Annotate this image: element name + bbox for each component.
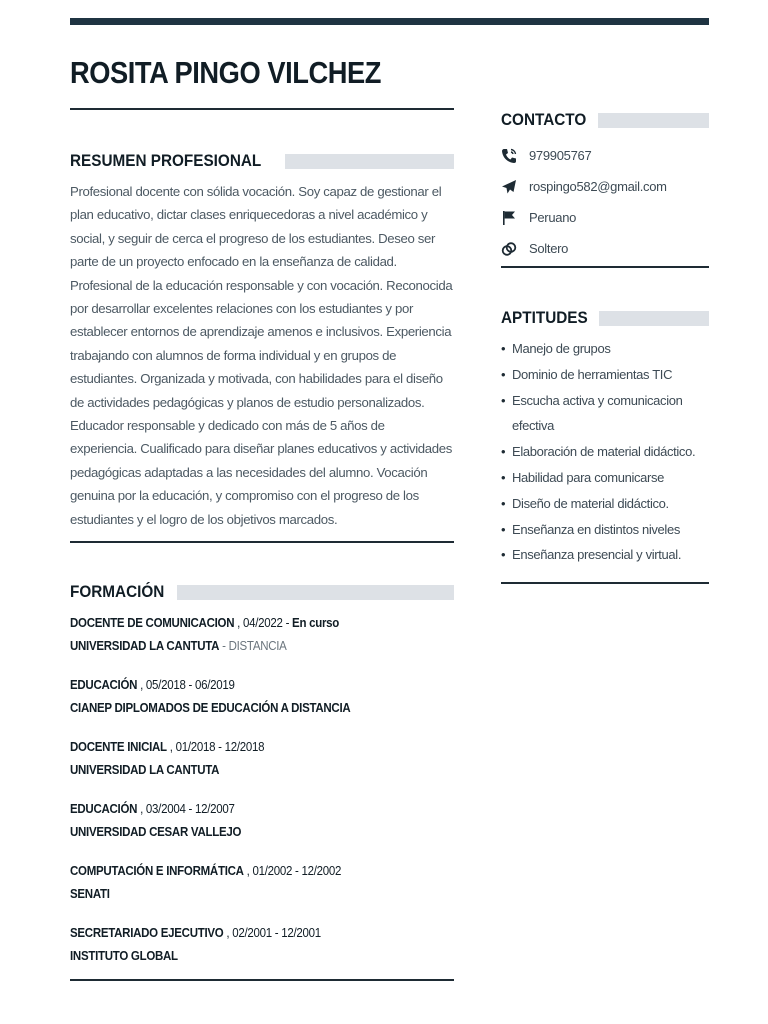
contact-divider — [501, 266, 709, 268]
bullet-icon: • — [501, 547, 506, 563]
contact-marital-status — [501, 233, 709, 264]
bullet-icon: • — [501, 392, 506, 408]
education-institution: UNIVERSIDAD LA CANTUTA — [70, 639, 220, 653]
flag-icon — [501, 209, 529, 227]
contact-phone — [501, 140, 709, 171]
education-item — [70, 922, 454, 984]
skill-item: • Escucha activa y comunicacion — [501, 388, 711, 414]
education-separator: , — [223, 926, 233, 940]
skill-item: • Elaboración de material didáctico. — [501, 439, 711, 465]
contact-title: CONTACTO — [501, 110, 587, 129]
education-degree: COMPUTACIÓN E INFORMÁTICA — [70, 864, 244, 878]
phone-icon — [501, 147, 529, 165]
education-degree: SECRETARIADO EJECUTIVO — [70, 926, 224, 940]
skills-title: APTITUDES — [501, 308, 588, 327]
education-status: En curso — [292, 616, 340, 630]
education-title: FORMACIÓN — [70, 582, 165, 601]
education-item — [70, 798, 454, 860]
education-degree: EDUCACIÓN — [70, 802, 138, 816]
skill-item: • Dominio de herramientas TIC — [501, 362, 711, 388]
education-heading — [70, 581, 454, 603]
summary-heading — [70, 150, 454, 172]
education-separator: , — [137, 802, 146, 816]
summary-divider — [70, 541, 454, 543]
contact-email-text: rospingo582@gmail.com — [529, 179, 667, 194]
education-item — [70, 860, 454, 922]
skill-item: • Manejo de grupos — [501, 336, 711, 362]
contact-email — [501, 171, 709, 202]
bullet-icon: • — [501, 366, 506, 382]
candidate-name: ROSITA PINGO VILCHEZ — [70, 55, 381, 90]
contact-heading-bar — [598, 113, 709, 128]
education-degree: DOCENTE INICIAL — [70, 740, 167, 754]
education-divider — [70, 979, 454, 981]
summary-text: Profesional docente con sólida vocación. Soy capaz de gestionar el plan educativo, dictar clases enriquecedoras a nivel académico y social, y seguir de cerca el progreso de los estudiantes. Deseo ser parte de un proyecto enfocado en la enseñanza de calidad. Profesional de la educación responsable y con vocación. Reconocida por desarrollar excelentes relaciones con los estudiantes y por establecer entornos de aprendizaje amenos e inclusivos. Experiencia trabajando con alumnos de forma individual y en grupos de estudiantes. Organizada y motivada, con habilidades para el diseño de actividades pedagógicas y planos de estudio personalizados. Educador responsable y dedicado con más de 5 años de experiencia. Cualificado para diseñar planes educativos y actividades pedagógicas adaptadas a las necesidades del alumno. Vocación genuina por la educación, y compromiso con el progreso de los estudiantes y el logro de los objetivos marcados. — [70, 184, 453, 527]
education-institution: SENATI — [70, 887, 110, 901]
skill-item-continuation: efectiva — [512, 418, 555, 434]
education-degree: DOCENTE DE COMUNICACION — [70, 616, 235, 630]
summary-title: RESUMEN PROFESIONAL — [70, 151, 262, 170]
skills-divider — [501, 582, 709, 584]
contact-nationality-text: Peruano — [529, 210, 577, 225]
education-institution: UNIVERSIDAD CESAR VALLEJO — [70, 825, 242, 839]
bullet-icon: • — [501, 469, 506, 485]
education-item — [70, 612, 454, 674]
bullet-icon: • — [501, 341, 506, 356]
education-modality: - DISTANCIA — [219, 639, 287, 653]
bullet-icon: • — [501, 444, 506, 460]
education-separator: , — [234, 616, 244, 630]
education-institution: CIANEP DIPLOMADOS DE EDUCACIÓN A DISTANCIA — [70, 701, 351, 715]
education-separator: , — [137, 678, 146, 692]
contact-list — [501, 140, 709, 264]
skills-list — [501, 336, 711, 568]
education-dates: 05/2018 - 06/2019 — [145, 678, 235, 692]
bullet-icon: • — [501, 495, 506, 511]
education-institution: UNIVERSIDAD LA CANTUTA — [70, 763, 220, 777]
education-item — [70, 674, 454, 736]
education-dates: 03/2004 - 12/2007 — [145, 802, 235, 816]
education-dates: 01/2018 - 12/2018 — [175, 740, 265, 754]
name-divider — [70, 108, 454, 110]
bullet-icon: • — [501, 521, 506, 537]
skill-item: • Enseñanza en distintos niveles — [501, 517, 711, 543]
education-dates: 04/2022 - — [243, 616, 293, 630]
contact-nationality — [501, 202, 709, 233]
education-separator: , — [166, 740, 176, 754]
education-heading-bar — [177, 585, 454, 600]
skills-heading-bar — [599, 311, 709, 326]
education-separator: , — [243, 864, 253, 878]
education-dates: 01/2002 - 12/2002 — [252, 864, 342, 878]
summary-heading-bar — [285, 154, 454, 169]
skill-item: • Enseñanza presencial y virtual. — [501, 542, 711, 568]
contact-heading — [501, 109, 709, 131]
skills-heading — [501, 307, 709, 329]
education-list — [70, 612, 454, 984]
rings-icon — [501, 240, 529, 258]
education-degree: EDUCACIÓN — [70, 678, 138, 692]
contact-marital-text: Soltero — [529, 241, 569, 256]
skill-item: • Diseño de material didáctico. — [501, 491, 711, 517]
top-accent-bar — [70, 18, 709, 25]
education-item — [70, 736, 454, 798]
education-institution: INSTITUTO GLOBAL — [70, 949, 178, 963]
contact-phone-text: 979905767 — [529, 148, 592, 163]
skill-item: • Habilidad para comunicarse — [501, 465, 711, 491]
education-dates: 02/2001 - 12/2001 — [232, 926, 321, 940]
send-icon — [501, 178, 529, 196]
